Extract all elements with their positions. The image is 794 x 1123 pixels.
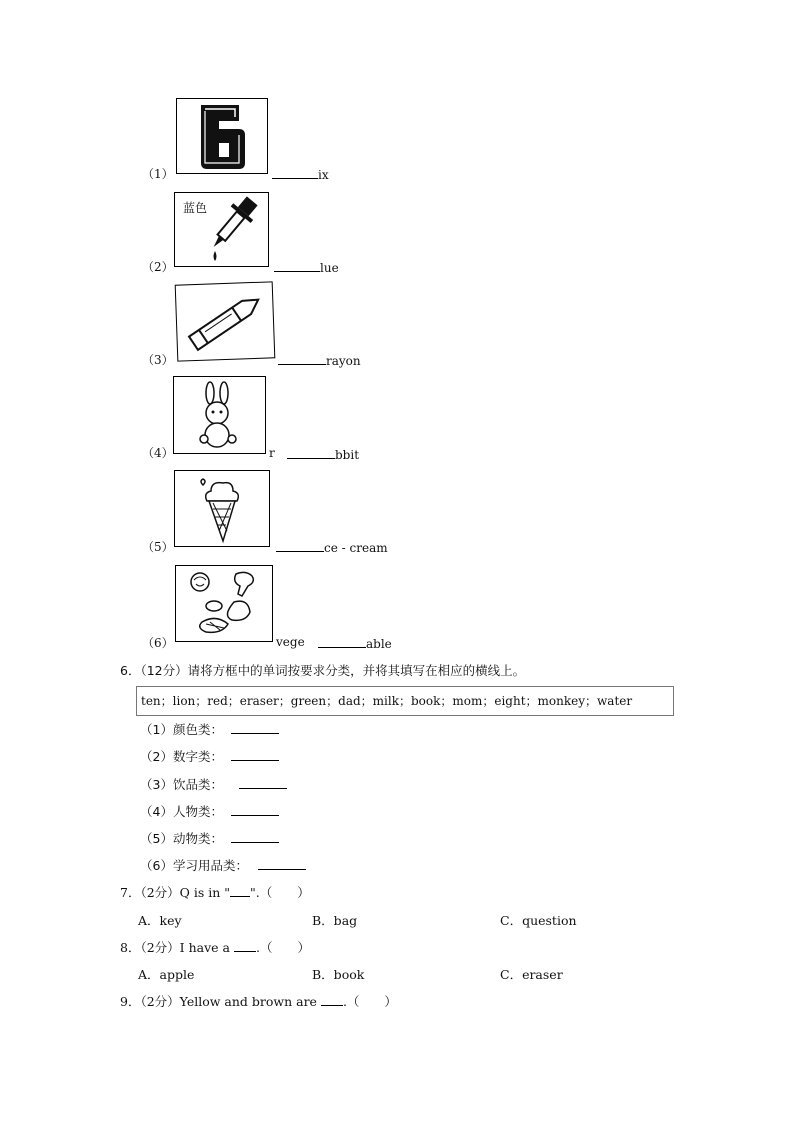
item-1-answer <box>272 166 329 182</box>
category-label: （4）人物类： <box>140 804 223 819</box>
picture-box-6 <box>175 565 273 642</box>
q7-stem-end: ".（ ） <box>250 885 310 900</box>
q9-blank[interactable] <box>321 993 343 1006</box>
q8-option-b[interactable]: B．book <box>312 967 365 982</box>
q6-category-6 <box>140 856 306 874</box>
item-5-number: （5） <box>142 540 174 554</box>
answer-blank[interactable] <box>276 539 324 552</box>
q7-blank[interactable] <box>230 884 250 897</box>
q9-stem-start: 9．（2分）Yellow and brown are <box>120 994 317 1009</box>
item-6-prefix: vege <box>276 635 305 649</box>
q9-stem <box>120 992 397 1010</box>
category-blank[interactable] <box>231 830 279 843</box>
item-1-number: （1） <box>142 167 174 181</box>
q7-option-b[interactable]: B．bag <box>312 913 358 928</box>
category-blank[interactable] <box>239 776 287 789</box>
picture-box-2 <box>174 192 269 267</box>
item-1-suffix: ix <box>318 168 329 182</box>
q6-category-5 <box>140 829 279 847</box>
item-2-answer <box>274 259 339 275</box>
answer-blank[interactable] <box>272 166 318 179</box>
category-blank[interactable] <box>231 748 279 761</box>
category-blank[interactable] <box>231 803 279 816</box>
q7-stem <box>120 883 310 901</box>
item-4-answer <box>287 446 359 462</box>
category-blank[interactable] <box>258 857 306 870</box>
category-label: （6）学习用品类： <box>140 858 248 873</box>
picture-box-4 <box>173 376 266 454</box>
number-six-icon <box>177 99 267 173</box>
picture-box-3 <box>175 281 276 361</box>
answer-blank[interactable] <box>287 446 335 459</box>
category-label: （1）颜色类： <box>140 722 223 737</box>
q8-blank[interactable] <box>234 939 256 952</box>
q6-category-4 <box>140 802 279 820</box>
q6-title: 6．（12分）请将方框中的单词按要求分类，并将其填写在相应的横线上。 <box>120 663 526 678</box>
item-6-answer <box>318 635 392 651</box>
rabbit-icon <box>174 377 265 453</box>
blue-dropper-icon <box>175 193 268 266</box>
picture-label-blue: 蓝色 <box>183 201 208 215</box>
category-label: （3）饮品类： <box>140 777 223 792</box>
picture-box-1 <box>176 98 268 174</box>
q7-option-c[interactable]: C．question <box>500 913 577 928</box>
item-4-suffix: bbit <box>335 448 360 462</box>
item-2-suffix: lue <box>320 261 339 275</box>
category-label: （2）数字类： <box>140 749 223 764</box>
vegetables-icon <box>176 566 272 641</box>
ice-cream-icon <box>175 471 269 546</box>
item-3-suffix: rayon <box>326 354 361 368</box>
item-2-number: （2） <box>142 260 174 274</box>
item-6-suffix: able <box>366 637 392 651</box>
item-6-number: （6） <box>142 636 174 650</box>
item-3-answer <box>278 352 361 368</box>
q7-stem-start: 7．（2分）Q is in " <box>120 885 231 900</box>
item-5-answer <box>276 539 388 555</box>
category-label: （5）动物类： <box>140 831 223 846</box>
q8-stem <box>120 938 310 956</box>
crayon-icon <box>176 282 275 360</box>
q9-stem-end: .（ ） <box>342 994 397 1009</box>
answer-blank[interactable] <box>274 259 320 272</box>
q6-category-1 <box>140 720 279 738</box>
q8-stem-start: 8．（2分）I have a <box>120 940 230 955</box>
q6-category-2 <box>140 747 279 765</box>
q8-stem-end: .（ ） <box>255 940 310 955</box>
answer-blank[interactable] <box>278 352 326 365</box>
category-blank[interactable] <box>231 721 279 734</box>
q6-word-box: ten；lion；red；eraser；green；dad；milk；book；mom；eight；monkey；water <box>136 686 674 716</box>
answer-blank[interactable] <box>318 635 366 648</box>
item-3-number: （3） <box>142 353 174 367</box>
item-4-number: （4） <box>142 446 174 460</box>
q7-option-a[interactable]: A．key <box>138 913 182 928</box>
item-4-prefix-letter: r <box>269 446 275 460</box>
item-5-suffix: ce - cream <box>324 541 388 555</box>
q8-option-a[interactable]: A．apple <box>138 967 195 982</box>
picture-box-5 <box>174 470 270 547</box>
q6-category-3 <box>140 775 287 793</box>
q8-option-c[interactable]: C．eraser <box>500 967 563 982</box>
